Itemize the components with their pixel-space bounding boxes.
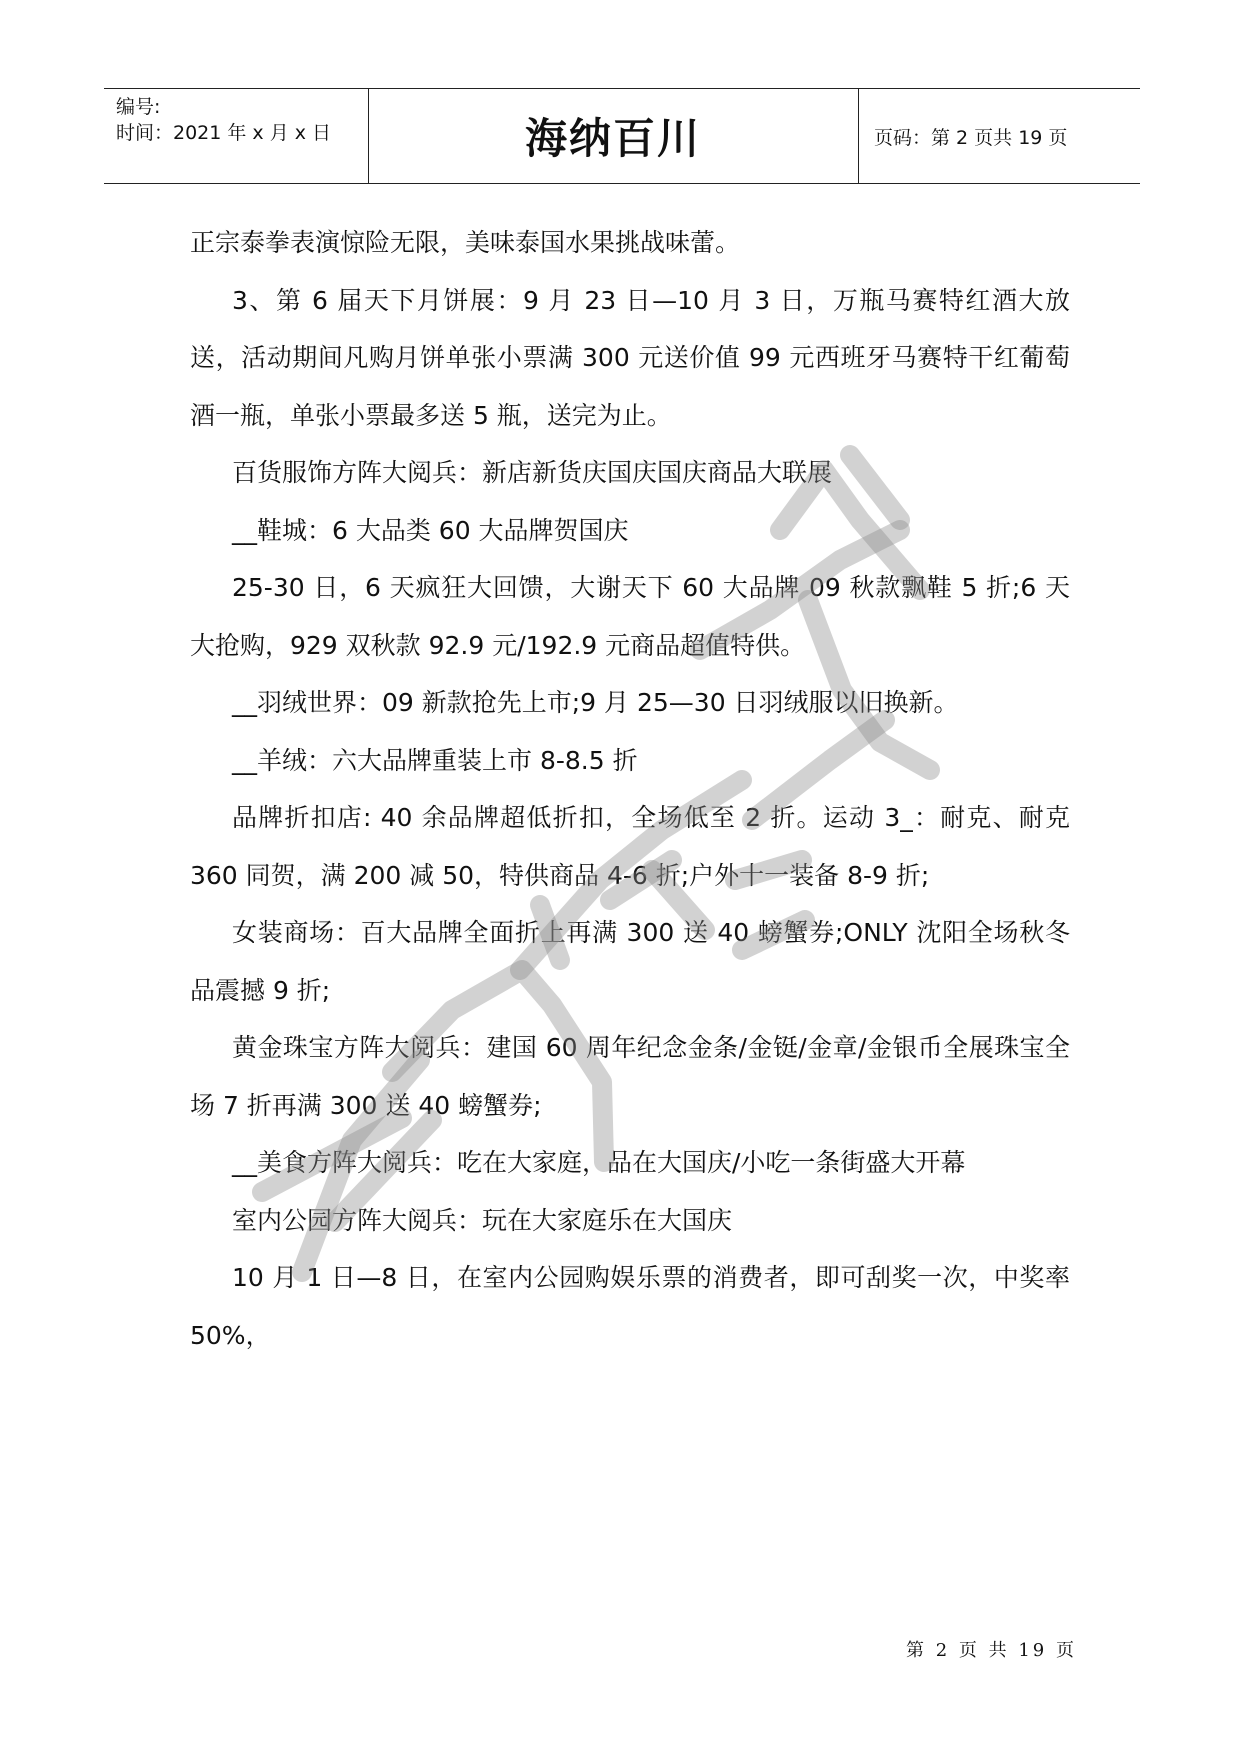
paragraph: 正宗泰拳表演惊险无限，美味泰国水果挑战味蕾。	[190, 228, 741, 257]
paragraph: __羽绒世界：09 新款抢先上市;9 月 25—30 日羽绒服以旧换新。	[232, 688, 959, 717]
paragraph: 25-30 日，6 天疯狂大回馈，大谢天下 60 大品牌 09 秋款飘鞋 5 折;6 天大抢购，929 双秋款 92.9 元/192.9 元商品超值特供。	[190, 573, 1070, 660]
paragraph: 3、第 6 届天下月饼展：9 月 23 日—10 月 3 日，万瓶马赛特红酒大放送，活动期间凡购月饼单张小票满 300 元送价值 99 元西班牙马赛特干红葡萄酒一瓶，单张小票最多送 5 瓶，送完为止。	[190, 285, 1070, 430]
paragraph: 百货服饰方阵大阅兵：新店新货庆国庆国庆商品大联展	[232, 458, 833, 487]
brand-title: 海纳百川	[524, 114, 701, 163]
paragraph: 10 月 1 日—8 日，在室内公园购娱乐票的消费者，即可刮奖一次，中奖率 50%，	[190, 1263, 1070, 1350]
paragraph: 室内公园方阵大阅兵：玩在大家庭乐在大国庆	[232, 1205, 733, 1235]
paragraph: 黄金珠宝方阵大阅兵：建国 60 周年纪念金条/金铤/金章/金银币全展珠宝全场 7 折再满 300 送 40 螃蟹券;	[190, 1033, 1070, 1120]
document-header	[104, 88, 1140, 184]
header-meta-cell	[104, 89, 369, 183]
paragraph: 女装商场：百大品牌全面折上再满 300 送 40 螃蟹券;ONLY 沈阳全场秋冬品震撼 9 折;	[190, 918, 1070, 1005]
header-page-cell	[860, 89, 1140, 183]
header-page-number: 页码：第 2 页共 19 页	[874, 126, 1068, 149]
document-body	[190, 214, 1070, 1364]
document-number-label: 编号:	[116, 96, 161, 118]
paragraph: __鞋城：6 大品类 60 大品牌贺国庆	[232, 515, 629, 545]
document-date-label: 时间：2021 年 x 月 x 日	[116, 122, 332, 144]
paragraph: 品牌折扣店: 40 余品牌超低折扣，全场低至 2 折。运动 3_：耐克、耐克 360 同贺，满 200 减 50，特供商品 4-6 折;户外十一装备 8-9 折;	[190, 803, 1070, 890]
paragraph: __羊绒：六大品牌重装上市 8-8.5 折	[232, 745, 638, 775]
paragraph: __美食方阵大阅兵：吃在大家庭，品在大国庆/小吃一条街盛大开幕	[232, 1148, 966, 1177]
header-brand-cell	[368, 89, 859, 183]
page-footer: 第 2 页 共 19 页	[906, 1640, 1077, 1661]
